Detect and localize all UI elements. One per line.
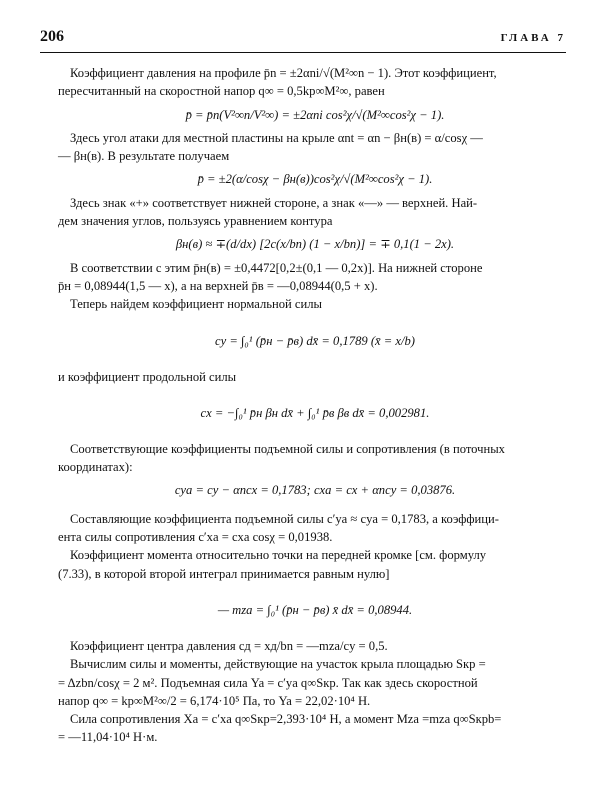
text-line: Коэффициент момента относительно точки на передней кромке [см. формулу (70, 548, 487, 563)
formula: cx = −∫₀¹ p̄н βн dx̄ + ∫₀¹ p̄в βв dx̄ = 0,002981. (200, 405, 430, 420)
formula: cya = cy − αncx = 0,1783; cxa = cx + αncy = 0,03876. (174, 483, 456, 498)
formula: βн(в) ≈ ∓(d/dx) [2c(x/bn) (1 − x/bn)] = ∓ 0,1(1 − 2x). (175, 237, 455, 252)
text-line: Вычислим силы и моменты, действующие на участок крыла площадью Sкр = (70, 657, 486, 672)
header-rule (40, 52, 566, 53)
text-line: Соответствующие коэффициенты подъемной силы и сопротивления (в поточных (70, 441, 505, 456)
formula: — mza = ∫₀¹ (p̄н − p̄в) x̄ dx̄ = 0,08944. (217, 602, 413, 617)
text-line: = Δzbn/cosχ = 2 м². Подъемная сила Ya = c′ya q∞Sкр. Так как здесь скоростной (58, 675, 478, 690)
text-line: p̄н = 0,08944(1,5 — x), а на верхней p̄в = —0,08944(0,5 + x). (58, 278, 378, 293)
text-line: = —11,04·10⁴ Н·м. (58, 730, 158, 745)
text-line: — βн(в). В результате получаем (58, 149, 230, 164)
page-header (40, 28, 566, 50)
text-line: координатах): (58, 460, 133, 475)
text-line: Коэффициент центра давления cд = xд/bn = —mza/cy = 0,5. (70, 638, 388, 653)
text-line: Коэффициент давления на профиле p̄n = ±2αni/√(M²∞n − 1). Этот коэффициент, (70, 66, 497, 80)
text-line: Здесь знак «+» соответствует нижней стороне, а знак «—» — верхней. Най- (70, 195, 478, 210)
text-line: (7.33), в которой второй интеграл принимается равным нулю] (58, 566, 390, 581)
page-body (58, 64, 572, 747)
formula: p̄ = p̄n(V²∞n/V²∞) = ±2αni cos²χ/√(M²∞cos²χ − 1). (185, 107, 445, 122)
text-line: Теперь найдем коэффициент нормальной силы (70, 297, 322, 312)
text-line: Составляющие коэффициента подъемной силы c′ya ≈ cya = 0,1783, а коэффици- (70, 511, 499, 526)
text-line: Здесь угол атаки для местной пластины на крыле αnt = αn − βн(в) = α/cosχ — (70, 130, 483, 145)
page-number: 206 (40, 28, 64, 45)
formula: p̄ = ±2(α/cosχ − βн(в))cos²χ/√(M²∞cos²χ − 1). (197, 172, 433, 187)
text-line: напор q∞ = kp∞M²∞/2 = 6,174·10⁵ Па, то Ya = 22,02·10⁴ Н. (58, 693, 371, 708)
chapter-title: ГЛАВА 7 (500, 32, 566, 44)
text-line: ента силы сопротивления c′xa = cxa cosχ = 0,01938. (58, 530, 333, 545)
text-line: и коэффициент продольной силы (58, 369, 237, 384)
text-line: дем значения углов, пользуясь уравнением контура (58, 214, 333, 229)
text-line: Сила сопротивления Xa = c′xa q∞Sкр=2,393·10⁴ Н, а момент Mza =mza q∞Sкрb= (70, 712, 502, 727)
formula: cy = ∫₀¹ (p̄н − p̄в) dx̄ = 0,1789 (x̄ = x/b) (215, 333, 415, 348)
text-line: В соответствии с этим p̄н(в) = ±0,4472[0,2±(0,1 — 0,2x)]. На нижней стороне (70, 260, 483, 275)
text-line: пересчитанный на скоростной напор q∞ = 0,5kp∞M²∞, равен (58, 84, 385, 99)
